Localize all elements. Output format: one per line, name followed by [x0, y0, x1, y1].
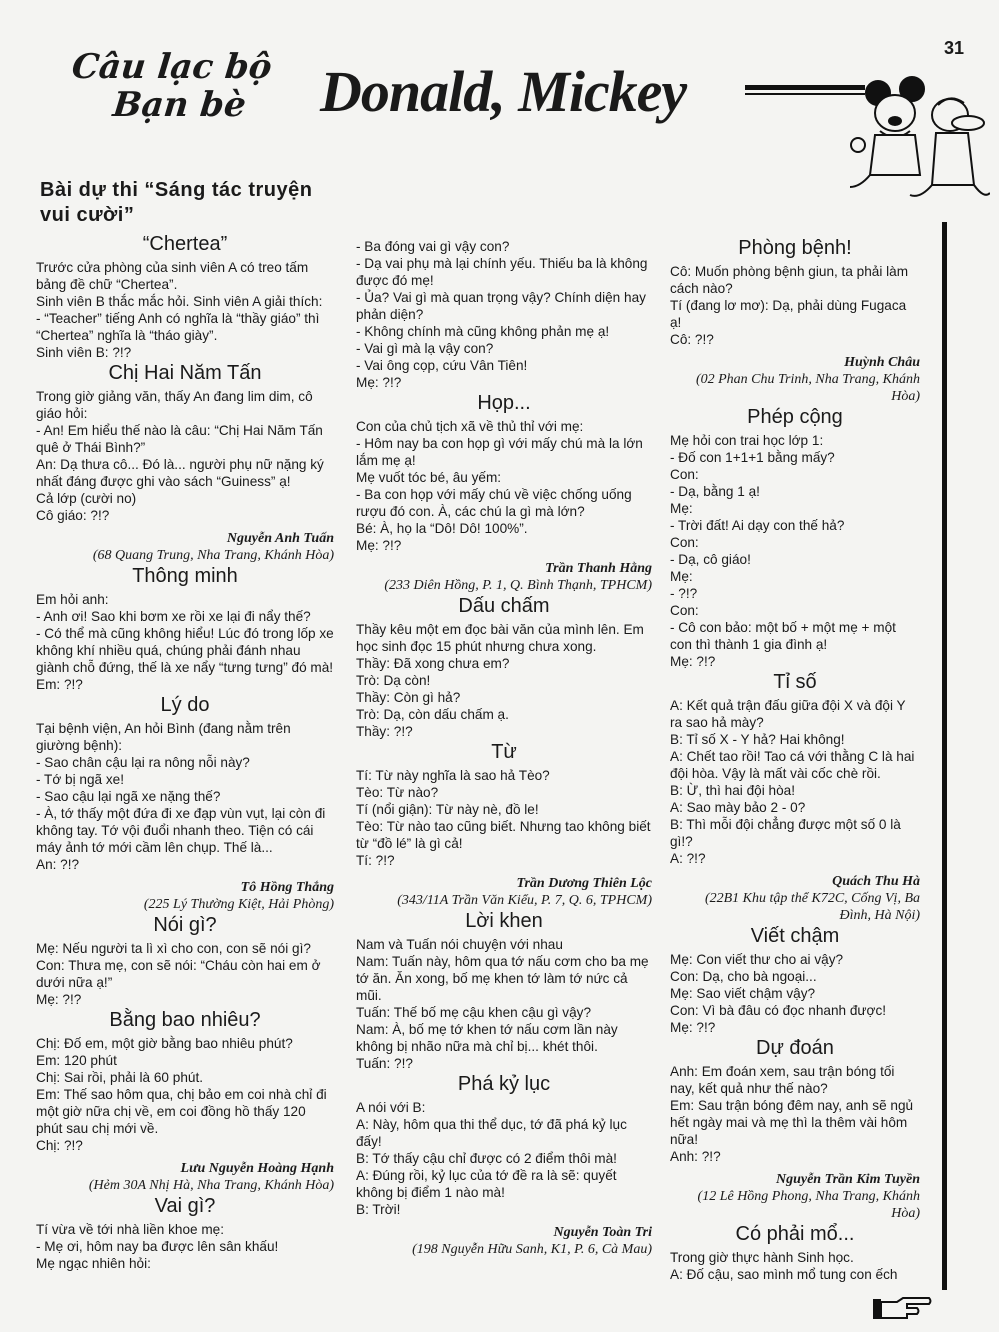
story-address: (02 Phan Chu Trinh, Nha Trang, Khánh Hòa) — [695, 372, 920, 404]
story-line: Con của chủ tịch xã về thủ thỉ với mẹ: — [356, 419, 584, 434]
story — [670, 1037, 920, 1222]
story-line: Con: Thưa mẹ, con sẽ nói: “Cháu còn hai em ở dưới nữa ạ!” — [36, 958, 325, 990]
story-line: Cô giáo: ?!? — [36, 508, 110, 523]
story-title: Có phải mổ... — [735, 1223, 855, 1245]
story-line: Tuấn: Thế bố mẹ cậu khen cậu gì vậy? — [356, 1005, 592, 1020]
story-line: - Ba con họp với mấy chú về việc chống uống rượu đó con. À, các chú la gì mà lớn? — [356, 487, 636, 519]
story-line: Cả lớp (cười no) — [36, 491, 137, 506]
story-line: Sinh viên B: ?!? — [36, 345, 132, 360]
story-title: Dự đoán — [756, 1037, 834, 1059]
story-line: Thầy: Còn gì hả? — [356, 690, 461, 705]
story — [356, 392, 652, 594]
column-rule — [942, 222, 947, 1290]
story-title: Dấu chấm — [458, 595, 550, 617]
page-number: 31 — [944, 38, 965, 58]
story-line: - Anh ơi! Sao khi bơm xe rồi xe lại đi nẩy thế? — [36, 609, 311, 624]
story-title: Viết chậm — [750, 925, 840, 947]
story — [36, 694, 334, 913]
story-line: - Dạ vai phụ mà lại chính yếu. Thiếu ba là không được đó mẹ! — [356, 256, 652, 288]
story-line: - Đố con 1+1+1 bằng mấy? — [670, 450, 835, 465]
story-address: (Hẻm 30A Nhị Hà, Nha Trang, Khánh Hòa) — [88, 1178, 334, 1193]
story-title: Phép cộng — [747, 406, 843, 428]
story-line: Thầy: Đã xong chưa em? — [356, 656, 510, 671]
story — [670, 671, 920, 924]
story-line: Tại bệnh viện, An hỏi Bình (đang nằm trên giường bệnh): — [36, 721, 295, 753]
story — [36, 233, 334, 361]
story-line: - Ba đóng vai gì vậy con? — [356, 239, 510, 254]
story — [356, 595, 652, 740]
story-author: Lưu Nguyễn Hoàng Hạnh — [180, 1161, 334, 1176]
mickey-donald-illustration-icon — [850, 75, 990, 205]
story — [36, 914, 334, 1008]
story-line: Tèo: Từ nào tao cũng biết. Nhưng tao không biết từ “đồ lé” là gì cả! — [356, 819, 655, 851]
story-title: Vai gì? — [154, 1195, 216, 1217]
story-line: - Có thể mà cũng không hiểu! Lúc đó trong lốp xe không khí nhiều quá, chúng phải đánh nhau giành chỗ đứng, thế là xe nẩy “tưng tưng” đó mà! — [36, 626, 338, 675]
story-address: (12 Lê Hồng Phong, Nha Trang, Khánh Hòa) — [697, 1189, 920, 1221]
story-line: Anh: Em đoán xem, sau trận bóng tối nay, kết quả như thế nào? — [670, 1064, 899, 1096]
story-line: - Ủa? Vai gì mà quan trọng vậy? Chính diện hay phản diện? — [356, 290, 650, 322]
story-line: - Mẹ ơi, hôm nay ba được lên sân khấu! — [36, 1239, 279, 1254]
story-line: A: Chết tao rồi! Tao cá với thằng C là hai đội hòa. Vậy là mất vài cốc chè rồi. — [670, 749, 919, 781]
story-line: Con: Vì bà đâu có đọc nhanh được! — [670, 1003, 887, 1018]
story — [36, 565, 338, 693]
story-line: - Sao cậu lại ngã xe nặng thế? — [36, 789, 221, 804]
story-line: Trò: Dạ còn! — [356, 673, 431, 688]
story — [356, 238, 652, 391]
story-address: (198 Nguyễn Hữu Sanh, K1, P. 6, Cà Mau) — [412, 1242, 652, 1257]
story-line: Tí: ?!? — [356, 853, 395, 868]
story-line: Mẹ: ?!? — [356, 375, 402, 390]
story-line: A: Này, hôm qua thi thể dục, tớ đã phá kỷ lục đấy! — [356, 1117, 631, 1149]
story-author: Nguyễn Anh Tuấn — [226, 531, 334, 546]
story-line: A: Đúng rồi, kỷ lục của tớ đề ra là sẽ: quyết không bị điểm 1 nào mà! — [356, 1168, 621, 1200]
story-line: Con: — [670, 535, 699, 550]
story-line: - Cô con bảo: một bố + một mẹ + một con thì thành 1 gia đình ạ! — [670, 620, 900, 652]
story-line: Mẹ: Nếu người ta lì xì cho con, con sẽ nói gì? — [36, 941, 311, 956]
story-author: Trần Dương Thiên Lộc — [516, 876, 652, 891]
story-line: Tí: Từ này nghĩa là sao hả Tèo? — [356, 768, 550, 783]
story-line: Mẹ: ?!? — [36, 992, 82, 1007]
story-line: Thầy kêu một em đọc bài văn của mình lên. Em học sinh đọc 15 phút nhưng chưa xong. — [356, 622, 648, 654]
story-title: Nói gì? — [153, 914, 217, 936]
story-line: Con: Dạ, cho bà ngoại... — [670, 969, 817, 984]
story-title: Từ — [491, 741, 517, 763]
story-line: - An! Em hiểu thế nào là câu: “Chị Hai Năm Tấn quê ở Thái Bình?” — [36, 423, 327, 455]
story-line: Tuấn: ?!? — [356, 1056, 413, 1071]
story-line: Con: — [670, 467, 699, 482]
story-line: An: ?!? — [36, 857, 80, 872]
story-line: - Dạ, bằng 1 ạ! — [670, 484, 760, 499]
story-address: (343/11A Trần Văn Kiểu, P. 7, Q. 6, TPHCM) — [397, 893, 652, 908]
story-line: Mẹ: ?!? — [670, 654, 716, 669]
story-line: Mẹ: — [670, 501, 693, 516]
story-line: Tí vừa về tới nhà liền khoe mẹ: — [36, 1222, 225, 1237]
story-line: Trong giờ giảng văn, thấy An đang lim dim, cô giáo hỏi: — [36, 389, 317, 421]
story-author: Quách Thu Hà — [832, 874, 920, 889]
club-title — [66, 48, 304, 124]
story-address: (68 Quang Trung, Nha Trang, Khánh Hòa) — [92, 548, 334, 563]
story-line: Mẹ: ?!? — [356, 538, 402, 553]
story-line: - Trời đất! Ai dạy con thế hả? — [670, 518, 845, 533]
club-title-line1: Câu lạc bộ — [69, 47, 274, 87]
story-address: (22B1 Khu tập thể K72C, Cống Vị, Ba Đình, Hà Nội) — [704, 891, 920, 923]
masthead: Donald, Mickey — [320, 59, 687, 124]
story — [356, 741, 655, 909]
story-line: Trò: Dạ, còn dấu chấm ạ. — [356, 707, 509, 722]
story-author: Nguyễn Trần Kim Tuyền — [775, 1172, 920, 1187]
story-line: - Hôm nay ba con họp gì với mấy chú mà la lớn lắm mẹ ạ! — [356, 436, 647, 468]
story-line: B: Trời! — [356, 1202, 401, 1217]
story-title: Họp... — [477, 392, 531, 414]
story-line: Con: — [670, 603, 699, 618]
story-line: A: Kết quả trận đấu giữa đội X và đội Y ra sao hả mày? — [670, 698, 910, 730]
story-line: Mẹ: — [670, 569, 693, 584]
story-line: Cô: ?!? — [670, 332, 714, 347]
story-line: B: Ừ, thì hai đội hòa! — [670, 783, 795, 798]
column-2 — [356, 238, 655, 1262]
story-line: Cô: Muốn phòng bệnh giun, ta phải làm cách nào? — [670, 264, 912, 296]
story — [670, 1223, 920, 1283]
story-line: Em: Thế sao hôm qua, chị bảo em coi nhà chỉ đi một giờ nữa chị về, em coi đồng hồ thấy 120 phút sau chị mới về. — [36, 1087, 331, 1136]
story-line: B: Thì mỗi đội chẳng được một số 0 là gì!? — [670, 817, 905, 849]
story — [36, 1009, 334, 1194]
club-title-line2: Bạn bè — [110, 85, 248, 125]
story-line: Chị: ?!? — [36, 1138, 83, 1153]
story-line: Mẹ: ?!? — [670, 1020, 716, 1035]
story-line: - ?!? — [670, 586, 698, 601]
story — [670, 406, 920, 670]
story-line: Nam và Tuấn nói chuyện với nhau — [356, 937, 563, 952]
story-author: Nguyễn Toàn Tri — [553, 1225, 652, 1240]
masthead-rule — [745, 85, 865, 90]
story-line: - Vai ông cọp, cứu Vân Tiên! — [356, 358, 528, 373]
column-1 — [36, 232, 338, 1272]
story-line: Mẹ hỏi con trai học lớp 1: — [670, 433, 824, 448]
story-author: Trần Thanh Hằng — [545, 561, 652, 576]
story-line: Mẹ ngạc nhiên hỏi: — [36, 1256, 151, 1271]
story-title: Lời khen — [465, 910, 543, 932]
story-address: (233 Diên Hồng, P. 1, Q. Bình Thạnh, TPHCM) — [384, 578, 652, 593]
story-title: Bằng bao nhiêu? — [109, 1009, 261, 1031]
story-address: (225 Lý Thường Kiệt, Hải Phòng) — [143, 897, 334, 912]
story — [36, 362, 334, 564]
story-line: Tí (đang lơ mơ): Dạ, phải dùng Fugaca ạ! — [670, 298, 910, 330]
story-line: - Vai gì mà lạ vậy con? — [356, 341, 494, 356]
story-line: - Tớ bị ngã xe! — [36, 772, 125, 787]
story-author: Huỳnh Châu — [844, 355, 920, 370]
story-line: Tí (nổi giận): Từ này nè, đồ le! — [356, 802, 539, 817]
story-title: Tỉ số — [773, 671, 817, 693]
story-line: Em: ?!? — [36, 677, 83, 692]
story-title: “Chertea” — [142, 233, 228, 255]
story-line: A: ?!? — [670, 851, 706, 866]
story-line: Em: 120 phút — [36, 1053, 117, 1068]
story-line: B: Tớ thấy cậu chỉ được có 2 điểm thôi mà! — [356, 1151, 617, 1166]
story-line: Mẹ vuốt tóc bé, âu yếm: — [356, 470, 502, 485]
story-line: Anh: ?!? — [670, 1149, 721, 1164]
story — [670, 925, 920, 1036]
story-line: Nam: Tuấn này, hôm qua tớ nấu cơm cho ba mẹ tớ ăn. Ăn xong, bố mẹ khen tớ làm tớ nức cả mũi. — [356, 954, 653, 1003]
story — [356, 910, 653, 1072]
story-line: Thầy: ?!? — [356, 724, 413, 739]
story-line: Trong giờ thực hành Sinh học. — [670, 1250, 854, 1265]
story-line: Nam: À, bố mẹ tớ khen tớ nấu cơm lần này không bị nhão nữa mà chỉ bị... khét thôi. — [356, 1022, 622, 1054]
story-title: Lý do — [160, 694, 210, 716]
story-author: Tô Hồng Thắng — [240, 880, 334, 895]
story-line: Mẹ: Sao viết chậm vậy? — [670, 986, 816, 1001]
masthead-rule-thin — [745, 93, 865, 95]
story-line: Em hỏi anh: — [36, 592, 109, 607]
story-title: Thông minh — [132, 565, 238, 587]
story-line: - Dạ, cô giáo! — [670, 552, 751, 567]
story — [356, 1073, 652, 1258]
pointing-hand-icon — [873, 1294, 933, 1324]
column-3 — [670, 236, 920, 1283]
story-line: Trước cửa phòng của sinh viên A có treo tấm bảng đề chữ “Chertea”. — [36, 260, 312, 292]
story-line: Tèo: Từ nào? — [356, 785, 439, 800]
story-line: Em: Sau trận bóng đêm nay, anh sẽ ngủ hết ngày mai và mẹ thì la thêm vài hôm nữa! — [670, 1098, 917, 1147]
story-line: Chị: Sai rồi, phải là 60 phút. — [36, 1070, 204, 1085]
story-line: A nói với B: — [356, 1100, 426, 1115]
story-line: Bé: À, họ la “Dô! Dô! 100%”. — [356, 521, 528, 536]
contest-heading: Bài dự thi “Sáng tác truyện vui cười” — [40, 179, 313, 226]
story-line: Mẹ: Con viết thư cho ai vậy? — [670, 952, 844, 967]
story-line: Chị: Đố em, một giờ bằng bao nhiêu phút? — [36, 1036, 293, 1051]
story-line: A: Đố cậu, sao mình mổ tung con ếch — [670, 1267, 898, 1282]
story — [670, 237, 920, 405]
story-line: A: Sao mày bảo 2 - 0? — [670, 800, 806, 815]
story-line: - Không chính mà cũng không phản mẹ ạ! — [356, 324, 610, 339]
story-title: Chị Hai Năm Tấn — [108, 362, 262, 384]
story-title: Phá kỷ lục — [457, 1073, 551, 1095]
story-title: Phòng bệnh! — [738, 237, 852, 259]
story — [36, 1195, 334, 1272]
story-line: - “Teacher” tiếng Anh có nghĩa là “thầy giáo” thì “Chertea” nghĩa là “tháo giày”. — [36, 311, 324, 343]
story-line: An: Dạ thưa cô... Đó là... người phụ nữ nặng ký nhất đáng được ghi vào sách “Guiness” ạ! — [36, 457, 328, 489]
story-line: B: Tỉ số X - Y hả? Hai không! — [670, 732, 845, 747]
story-line: - À, tớ thấy một đứa đi xe đạp vùn vụt, lại còn đi không tay. Tớ vội đuổi nhanh theo. Tiện có cái máy ảnh tớ mới cầm lên chụp. Thế là... — [36, 806, 330, 855]
story-line: Sinh viên B thắc mắc hỏi. Sinh viên A giải thích: — [36, 294, 323, 309]
story-line: - Sao chân cậu lại ra nông nỗi này? — [36, 755, 250, 770]
